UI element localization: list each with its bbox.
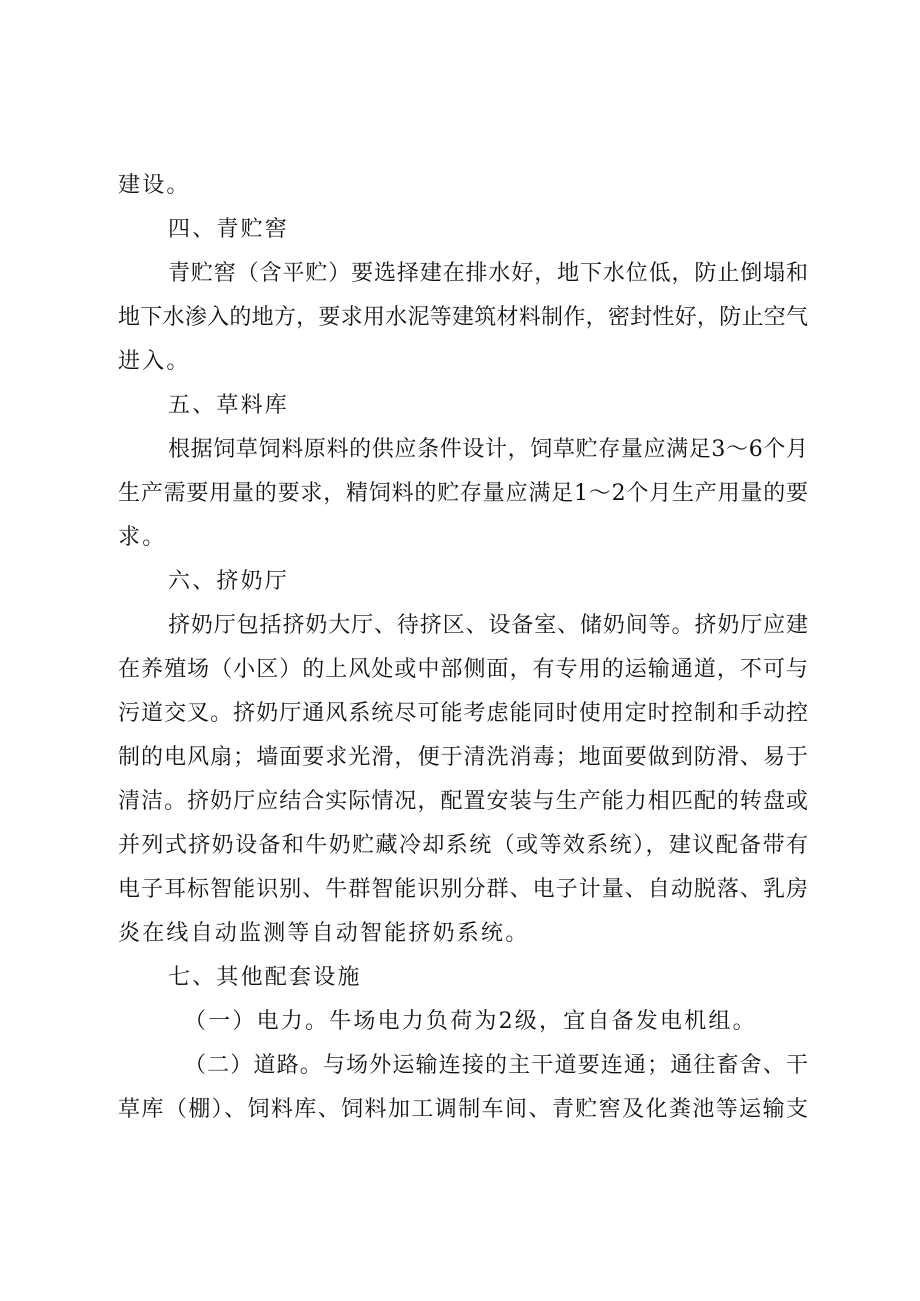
paragraph-line: 污道交叉。挤奶厅通风系统尽可能考虑能同时使用定时控制和手动控 — [118, 701, 808, 726]
paragraph-line: 电子耳标智能识别、牛群智能识别分群、电子计量、自动脱落、乳房 — [118, 877, 808, 902]
section-heading-milking-parlor: 六、挤奶厅 — [168, 569, 290, 594]
paragraph-line: 地下水渗入的地方，要求用水泥等建筑材料制作，密封性好，防止空气 — [118, 305, 808, 330]
paragraph-line: 并列式挤奶设备和牛奶贮藏冷却系统（或等效系统），建议配备带有 — [118, 833, 808, 858]
section-heading-silage-pit: 四、青贮窖 — [168, 217, 290, 242]
section-heading-forage-store: 五、草料库 — [168, 393, 290, 418]
paragraph-line: 建设。 — [118, 173, 191, 198]
paragraph-line: 根据饲草饲料原料的供应条件设计，饲草贮存量应满足3～6个月 — [168, 437, 808, 462]
section-heading-other-facilities: 七、其他配套设施 — [168, 965, 362, 990]
paragraph-line: 炎在线自动监测等自动智能挤奶系统。 — [118, 921, 530, 946]
paragraph-line: 挤奶厅包括挤奶大厅、待挤区、设备室、储奶间等。挤奶厅应建 — [168, 613, 808, 638]
body-text — [118, 164, 808, 1132]
paragraph-line: 在养殖场（小区）的上风处或中部侧面，有专用的运输通道，不可与 — [118, 657, 808, 682]
paragraph-line: （一）电力。牛场电力负荷为2级，宜自备发电机组。 — [184, 1009, 757, 1034]
paragraph-line: （二）道路。与场外运输连接的主干道要连通；通往畜舍、干 — [184, 1053, 808, 1078]
paragraph-line: 制的电风扇；墙面要求光滑，便于清洗消毒；地面要做到防滑、易于 — [118, 745, 808, 770]
paragraph-line: 草库（棚）、饲料库、饲料加工调制车间、青贮窖及化粪池等运输支 — [118, 1097, 808, 1122]
paragraph-line: 求。 — [118, 525, 167, 550]
paragraph-line: 生产需要用量的要求，精饲料的贮存量应满足1～2个月生产用量的要 — [118, 481, 808, 506]
paragraph-line: 进入。 — [118, 349, 191, 374]
paragraph-line: 青贮窖（含平贮）要选择建在排水好，地下水位低，防止倒塌和 — [168, 261, 808, 286]
paragraph-line: 清洁。挤奶厅应结合实际情况，配置安装与生产能力相匹配的转盘或 — [118, 789, 808, 814]
